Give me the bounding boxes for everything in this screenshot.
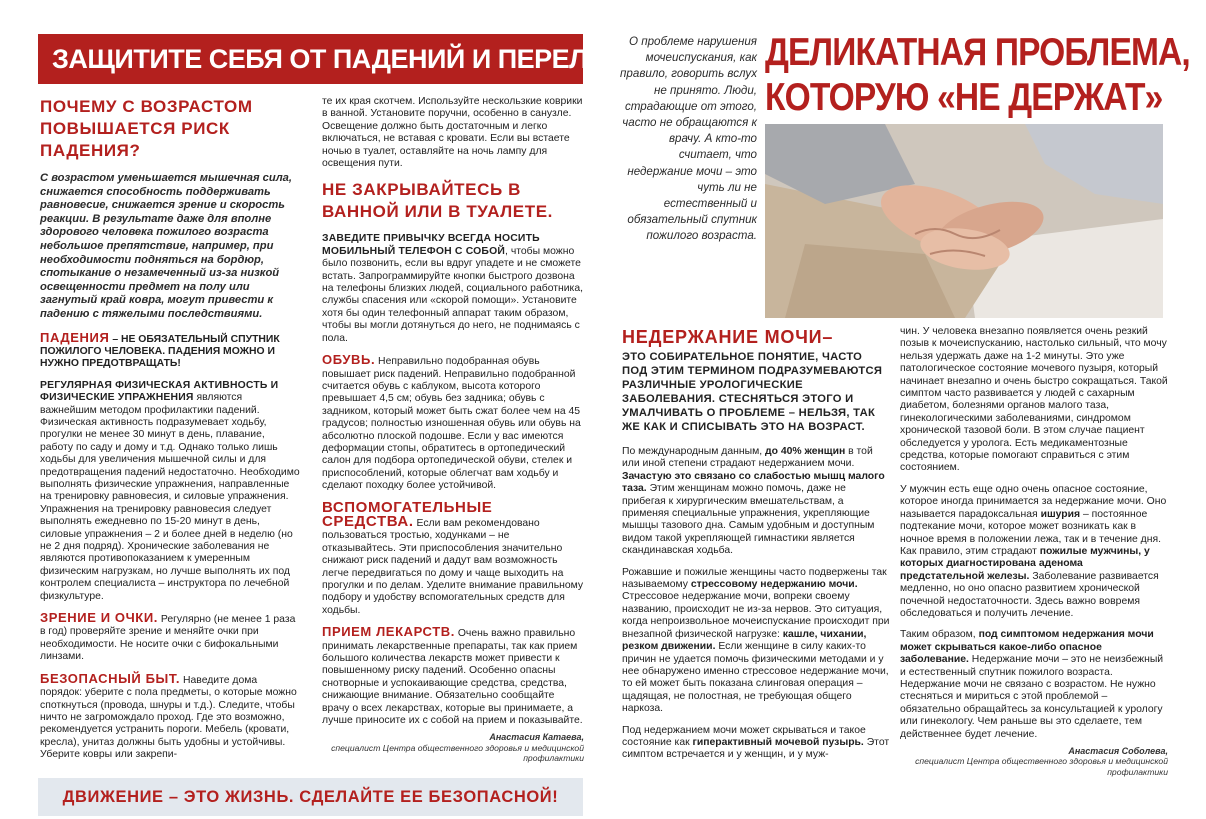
aids-paragraph <box>322 498 584 618</box>
right-signature-name: Анастасия Соболева, <box>1068 746 1168 756</box>
overactive-text-a: Под недержанием мочи может скрываться и такое состояние как <box>622 724 866 748</box>
left-column-2 <box>322 96 584 768</box>
right-signature <box>900 746 1168 777</box>
conclusion-text-a: Таким образом, <box>900 629 979 641</box>
right-page <box>603 0 1206 819</box>
clasped-hands-photo <box>765 124 1163 318</box>
aids-text: Если вам рекомендовано пользоваться тростью, ходунками – не отказывайтесь. Эти приспособления значительно снижают риск падений и дадут вам возможность легче передвигаться по дому и чаще выходить на прогулки и по делам. Уделите внимание правильному подбору и удобству вспомогательных средств для ходьбы. <box>322 517 584 616</box>
overactive-continued: чин. У человека внезапно появляется очень резкий позыв к мочеиспусканию, настолько сильный, что мочу нельзя удержать даже на 1-2 минуты. Это уже патологическое состояние мочевого пузыря, который начинает внезапно и очень быстро сокращаться. Такой симптом часто развивается у людей с сахарным диабетом, болезнями органов малого таза, гинекологическими заболеваниями, синдромом хронической тазовой боли. В этом случае пациент обследуется у уролога. Есть медикаментозные средства, которые помогают справиться с этим состоянием. <box>900 326 1168 474</box>
conclusion-text-c: Недержание мочи – это не неизбежный и естественный спутник пожилого возраста. Недержание мочи не связано с возрастом. Не нужно стесняться и мириться с этой проблемой – обязательно обращайтесь за консультацией к урологу или гинекологу. Чем раньше вы это сделаете, тем действеннее будет лечение. <box>900 654 1164 740</box>
men-text-c: – постоянное подтекание мочи, которое может возникать как в ночное время в положении лежа, так и в течение дня. Как правило, этим страдают <box>900 508 1161 557</box>
vision-paragraph <box>40 612 300 664</box>
phone-text: , чтобы можно было позвонить, если вы вдруг упадете и не сможете встать. Запрограммируйте кнопки быстрого дозвона на телефоны близких людей, социального работника, службы спасения или «скорой помощи». Установите хотя бы один телефонный аппарат таким образом, чтобы вы могли дотянуться до него, не поднимаясь с пола. <box>322 245 583 344</box>
incontinence-lead: ЭТО СОБИРАТЕЛЬНОЕ ПОНЯТИЕ, ЧАСТО ПОД ЭТИМ ТЕРМИНОМ ПОДРАЗУМЕВАЮТСЯ РАЗЛИЧНЫЕ УРОЛОГИЧЕСКИЕ ЗАБОЛЕВАНИЯ. СТЕСНЯТЬСЯ ЭТОГО И УМАЛЧИВАТЬ О ПРОБЛЕМЕ – НЕЛЬЗЯ, ТАК ЖЕ КАК И СПИСЫВАТЬ ЭТО НА ВОЗРАСТ. <box>622 351 883 433</box>
right-title-line-2: КОТОРУЮ «НЕ ДЕРЖАТ» <box>765 76 1163 119</box>
right-column-1 <box>622 326 890 806</box>
meds-paragraph <box>322 626 584 727</box>
home-safety-heading: БЕЗОПАСНЫЙ БЫТ. <box>40 670 181 686</box>
left-signature <box>322 732 584 763</box>
men-text-e: Заболевание развивается медленно, но оно опасно развитием хронической почечной недостаточности. Здесь важно вовремя обследоваться и получить лечение. <box>900 570 1159 619</box>
home-safety-continued: те их края скотчем. Используйте нескользкие коврики в ванной. Установите поручни, особенно в санузле. Освещение должно быть достаточным и легко включаться, не вставая с кровати. Если вы встаете ночью в туалет, оставляйте на ночь лампу для освещения пути. <box>322 96 583 170</box>
men-paragraph <box>900 484 1168 620</box>
sidebar-quote: О проблеме нарушения мочеиспускания, как правило, говорить вслух не принято. Люди, страдающие от этого, часто не обращаются к врачу. А кто-то считает, что недержание мочи – это чуть ли не естественный и обязательный спутник пожилого возраста. <box>620 35 757 243</box>
overactive-text-b: гиперактивный мочевой пузырь. <box>692 736 864 748</box>
right-column-2 <box>900 326 1168 806</box>
stress-text-d: кашле, чихании, резком движении. <box>622 628 867 653</box>
activity-paragraph <box>40 380 300 603</box>
stress-text-e: Если женщине в силу каких-то причин не удается помочь физическими методами и у нее обнаружено именно стрессовое недержание мочи, то ей может быть показана слинговая операция – щадящая, не полостная, не требующая общего наркоза. <box>622 641 889 715</box>
meds-heading: ПРИЕМ ЛЕКАРСТВ. <box>322 624 455 640</box>
women-paragraph <box>622 446 890 558</box>
left-page-title-banner: ЗАЩИТИТЕ СЕБЯ ОТ ПАДЕНИЙ И ПЕРЕЛОМОВ <box>38 34 583 84</box>
why-risk-heading: ПОЧЕМУ С ВОЗРАСТОМ ПОВЫШАЕТСЯ РИСК ПАДЕНИЯ? <box>40 97 253 160</box>
stress-text-b: стрессовому недержанию мочи. <box>690 579 858 591</box>
activity-text: являются важнейшим методом профилактики падений. Физическая активность подразумевает ходьбу, прогулки не менее 30 минут в день, плавание, работу по саду и дому и т.д. Однако только лишь ходьбы для увеличения мышечной силы и для предотвращения падений недостаточно. Необходимо выполнять физические упражнения, направленные на тренировку равновесия, и силовые упражнения. Упражнения на тренировку равновесия следует выполнять ежедневно по 15-20 минут в день, силовые упражнения – 2 и более дней в неделю (но не 2 дня подряд). Хронические заболевания не являются противопоказанием к умеренным физическим нагрузкам, но лучше выполнять их под контролем специалиста – инструктора по лечебной физкультуре. <box>40 392 300 602</box>
right-signature-role: специалист Центра общественного здоровья и медицинской профилактики <box>915 756 1168 777</box>
vision-heading: ЗРЕНИЕ И ОЧКИ. <box>40 610 158 626</box>
home-safety-text: Наведите дома порядок: уберите с пола предметы, о которые можно споткнуться (провода, шнуры и т.д.). Следите, чтобы ничто не загромождало проход. Где это возможно, рекомендуется устранить пороги. Мебель (кровати, кресла), унитаз должны быть удобны и устойчивы. Уберите ковры или закрепи- <box>40 674 297 761</box>
vision-text: Регулярно (не менее 1 раза в год) проверяйте зрение и меняйте очки при необходимости. Не носите очки с бифокальными линзами. <box>40 614 296 663</box>
women-text-b: до 40% женщин <box>765 446 846 457</box>
right-page-title <box>765 30 1190 120</box>
conclusion-text-b: под симптомом недержания мочи может скрываться какое-либо опасное заболевание. <box>900 629 1154 666</box>
stress-paragraph <box>622 567 890 716</box>
right-title-line-1: ДЕЛИКАТНАЯ ПРОБЛЕМА, <box>765 31 1190 74</box>
left-signature-name: Анастасия Катаева, <box>489 732 584 743</box>
conclusion-paragraph <box>900 629 1168 741</box>
left-signature-role: специалист Центра общественного здоровья и медицинской профилактики <box>331 742 584 764</box>
women-text-e: Этим женщинам можно помочь, даже не прибегая к хирургическим вмешательствам, а применяя специальные упражнения, укрепляющие мышцы тазового дна. Самым удобным и доступным видом такой укрепляющей гимнастики является скандинавская ходьба. <box>622 483 875 557</box>
men-text-a: У мужчин есть еще одно очень опасное состояние, которое иногда принимается за недержание мочи. Оно называется парадоксальная <box>900 483 1167 520</box>
left-column-1 <box>40 96 300 768</box>
meds-text: Очень важно правильно принимать лекарственные препараты, так как прием большого количества лекарств может привести к повышенному риску падений. Особенно опасны снотворные и успокаивающие средства, средства, снижающие внимание. Обязательно сообщайте врачу о всех лекарствах, которые вы принимаете, а лучше приносите их с собой на прием и показывайте. <box>322 628 583 727</box>
dont-lock-heading: НЕ ЗАКРЫВАЙТЕСЬ В ВАННОЙ ИЛИ В ТУАЛЕТЕ. <box>322 180 553 222</box>
home-safety-paragraph <box>40 670 300 762</box>
men-text-b: ишурия <box>1040 508 1081 520</box>
shoes-paragraph <box>322 354 584 492</box>
phone-paragraph <box>322 233 584 345</box>
stress-text-c: Стрессовое недержание мочи, вопреки своему названию, происходит не из-за нервов. Это ситуация, когда непроизвольное мочеиспускание происходит при внезапной физической нагрузке: <box>622 591 890 640</box>
shoes-text: Неправильно подобранная обувь повышает риск падений. Неправильно подобранной считается обувь с каблуком, высота которого превышает 4,5 см; обувь без задника; обувь с задником, который может быть сжат более чем на 45 градусов; полностью изношенная обувь или обувь на абсолютно плоской подошве. Если у вас имеются деформации стопы, обратитесь в ортопедический салон для подбора ортопедической обуви, стелек и приспособлений, которые облегчат вам ходьбу и сделают походку более устойчивой. <box>322 356 581 492</box>
incontinence-heading: НЕДЕРЖАНИЕ МОЧИ– <box>622 327 834 347</box>
overactive-text-c: Этот симптом встречается и у женщин, и у муж- <box>622 736 890 761</box>
intro-paragraph: С возрастом уменьшается мышечная сила, снижается способность поддерживать равновесие, снижается зрение и скорость реакции. В результате даже для вполне здорового человека пожилого возраста небольшое препятствие, например, при необходимости подняться на бордюр, спотыкание о незамеченный из-за низкой освещенности предмет на полу или загнутый край ковра, могут привести к падению с тяжелыми последствиями. <box>40 172 292 320</box>
falls-heading: ПАДЕНИЯ <box>40 329 110 345</box>
overactive-paragraph <box>622 725 890 762</box>
men-text-d: пожилые мужчины, у которых диагностирована аденома предстательной железы. <box>900 545 1150 582</box>
falls-paragraph <box>40 329 300 371</box>
aids-heading: ВСПОМОГАТЕЛЬНЫЕ СРЕДСТВА. <box>322 498 493 530</box>
women-text-a: По международным данным, <box>622 446 765 457</box>
bottom-slogan-bar: ДВИЖЕНИЕ – ЭТО ЖИЗНЬ. СДЕЛАЙТЕ ЕЕ БЕЗОПАСНОЙ! <box>38 778 583 816</box>
activity-lead: РЕГУЛЯРНАЯ ФИЗИЧЕСКАЯ АКТИВНОСТЬ И ФИЗИЧЕСКИЕ УПРАЖНЕНИЯ <box>40 379 279 404</box>
stress-text-a: Рожавшие и пожилые женщины часто подвержены так называемому <box>622 566 887 591</box>
women-text-d: Зачастую это связано со слабостью мышц малого таза. <box>622 470 885 495</box>
falls-text: – НЕ ОБЯЗАТЕЛЬНЫЙ СПУТНИК ПОЖИЛОГО ЧЕЛОВЕКА. ПАДЕНИЯ МОЖНО И НУЖНО ПРЕДОТВРАЩАТЬ! <box>40 333 280 370</box>
clasped-hands-illustration <box>765 124 1163 318</box>
women-text-c: в той или иной степени страдают недержанием мочи. <box>622 446 873 470</box>
shoes-heading: ОБУВЬ. <box>322 352 376 368</box>
phone-lead: ЗАВЕДИТЕ ПРИВЫЧКУ ВСЕГДА НОСИТЬ МОБИЛЬНЫЙ ТЕЛЕФОН С СОБОЙ <box>322 233 540 257</box>
